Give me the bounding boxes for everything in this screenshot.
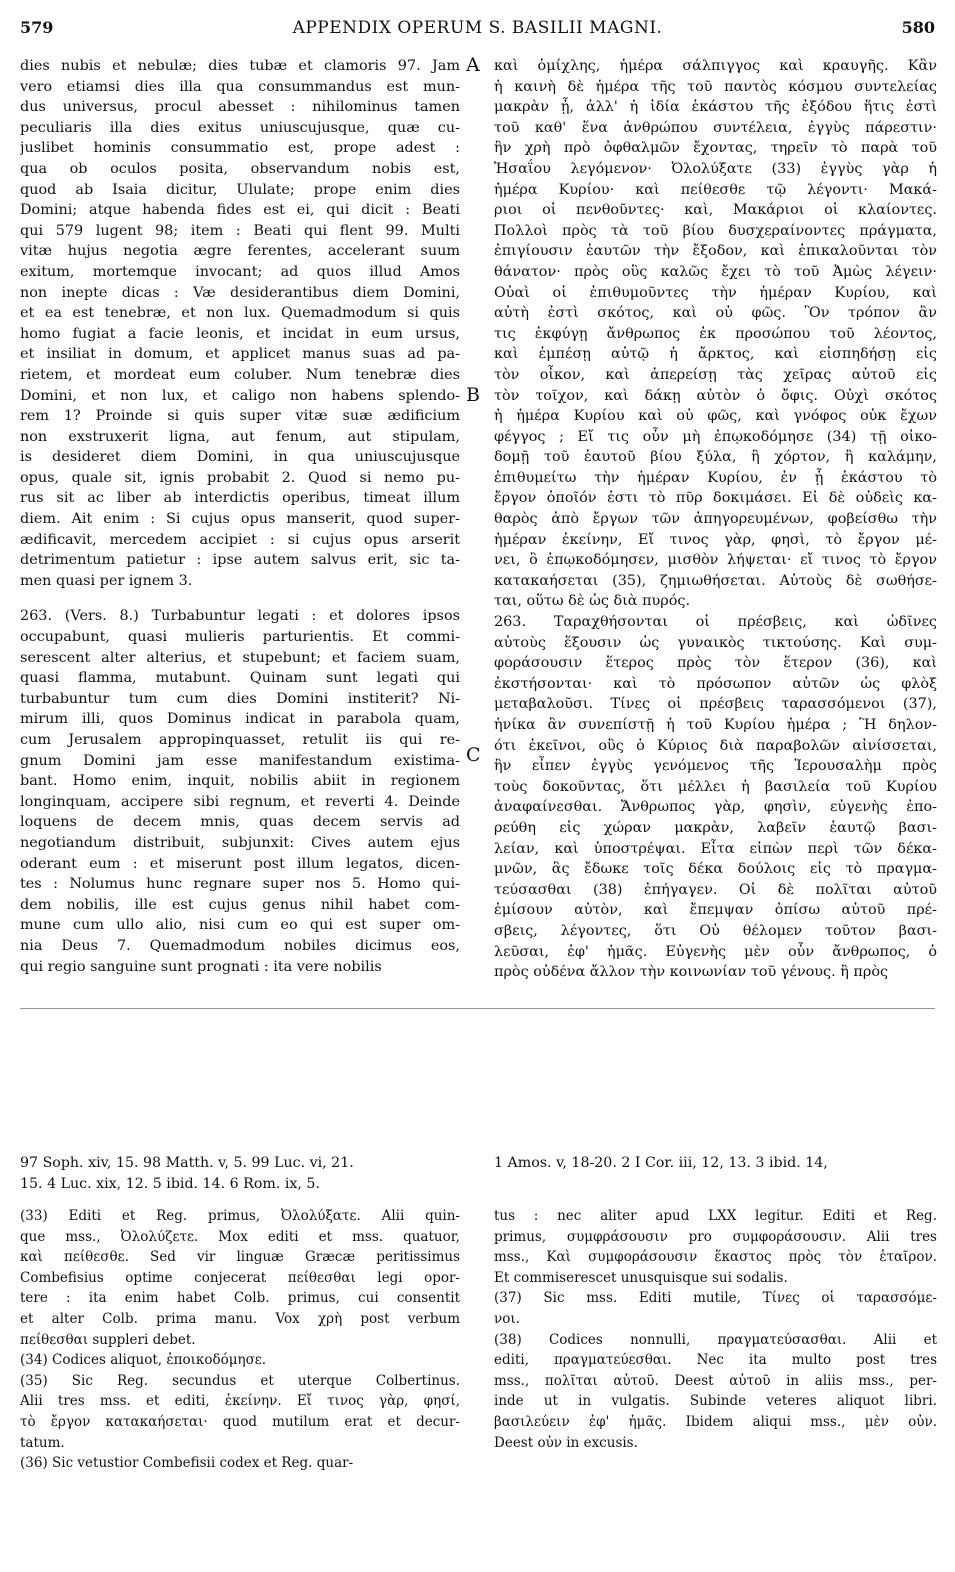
text-line: καὶ ἐμπέσῃ αὐτῷ ἡ ἄρκτος, καὶ εἰσπηδήσῃ εἰς: [494, 346, 937, 363]
text-line: δομῇ τοῦ ἑαυτοῦ βίου ξύλα, ἢ χόρτον, ἢ καλάμην,: [494, 449, 937, 466]
text-line: (36) Sic vetustior Combefisii codex et Reg. quar-: [20, 1455, 354, 1472]
text-line: tes : Nolumus hunc regnare super nos 5. Homo qui-: [20, 876, 460, 893]
text-line: oderant eum : et miserunt post illum legatos, dicen-: [20, 855, 460, 872]
text-line: ἣν χρὴ πρὸ ὀφθαλμῶν ἔχοντας, τηρεῖν τὸ παρὰ τοῦ: [494, 140, 937, 157]
text-line: (34) Codices aliquot, ἐποικοδόμησε.: [20, 1352, 267, 1369]
text-line: ἡ ἡμέρα Κυρίου καὶ οὐ φῶς, καὶ γνόφος οὐκ ἔχων: [494, 408, 937, 425]
text-line: editi, πραγματεύεσθαι. Nec ita multo post tres: [494, 1352, 937, 1369]
text-line: (38) Codices nonnulli, πραγματεύσασθαι. Alii et: [494, 1331, 937, 1348]
text-line: mirum illi, quos Dominus indicat in parabola quam,: [20, 711, 460, 728]
text-line: detrimentum patietur : ipse autem salvus erit, sic ta-: [20, 552, 460, 569]
text-line: καὶ πείθεσθε. Sed vir linguæ Græcæ peritissimus: [20, 1249, 460, 1266]
text-line: et insiliat in domum, et applicet manus suas ad pa-: [20, 346, 460, 363]
text-line: non inepte dicas : Væ desiderantibus diem Domini,: [20, 284, 460, 301]
text-line: θαρὸς ἀπὸ ἔργων τῶν ἀπηγορευμένων, φοβείσθω τὴν: [494, 511, 937, 528]
text-line: ἣν εἶπεν ἐγγὺς γενόμενος τῆς Ἱερουσαλὴμ πρὸς: [494, 758, 937, 775]
text-line: rietem, et mordeat eum coluber. Num tenebræ dies: [20, 366, 460, 383]
text-line: νοι.: [494, 1310, 520, 1327]
text-line: μεταβαλοῦσι. Τίνες οἱ πρέσβεις ταρασσόμενοι (37),: [494, 696, 937, 713]
text-line: νει, ὃ ἐπῳκοδόμησεν, μισθὸν λήψεται· εἴ τινος τὸ ἔργον: [494, 552, 937, 569]
text-line: Domini, et non lux, et caligo non habens splendo-: [20, 387, 460, 404]
text-line: primus, συμφράσουσιν pro συμφοράσουσιν. Alii tres: [494, 1228, 937, 1245]
page-number-left: 579: [20, 18, 54, 37]
text-line: ἐπιγίουσιν ἑαυτῶν τὴν ἔξοδον, καὶ ἐπικαλοῦνται τὸν: [494, 243, 937, 260]
text-line: vitæ hujus negotia ægre ferentes, accelerant suum: [20, 243, 460, 260]
text-line: men quasi per ignem 3.: [20, 572, 193, 589]
text-line: 263. Ταραχθήσονται οἱ πρέσβεις, καὶ ὠδῖνες: [494, 614, 937, 631]
text-line: occupabunt, quasi mulieris parturientis. Et commi-: [20, 629, 460, 646]
text-line: ἐπιθυμείτω τὴν ἡμέραν Κυρίου, ἐν ᾗ ἑκάστου τὸ: [494, 469, 937, 486]
text-line: λείαν, καὶ ὑποστρέψαι. Εἶτα εἰπὼν περὶ τῶν δέκα-: [494, 840, 937, 857]
text-line: tatum.: [20, 1434, 65, 1451]
text-line: Alii tres mss. et editi, ἐκείνην. Εἴ τινος γὰρ, φησί,: [20, 1393, 460, 1410]
text-line: qui 579 lugent 98; item : Beati qui flent 99. Multi: [20, 222, 460, 239]
text-line: 97 Soph. xiv, 15. 98 Matth. v, 5. 99 Luc. vi, 21.: [20, 1155, 354, 1171]
running-title: APPENDIX OPERUM S. BASILII MAGNI.: [292, 18, 663, 38]
text-line: 263. (Vers. 8.) Turbabuntur legati : et dolores ipsos: [20, 608, 460, 625]
text-line: et ea est tenebræ, et non lux. Quemadmodum si quis: [20, 305, 460, 322]
text-line: dus universus, procul abesset : nihilominus tamen: [20, 99, 460, 116]
text-line: 1 Amos. v, 18-20. 2 I Cor. iii, 12, 13. 3 ibid. 14,: [494, 1155, 828, 1171]
text-line: Deest οὖν in excusis.: [494, 1434, 638, 1451]
text-line: πείθεσθαι suppleri debet.: [20, 1331, 196, 1348]
text-line: diem. Ait enim : Si cujus opus manserit, quod super-: [20, 511, 460, 528]
text-line: bant. Homo enim, inquit, nobilis abiit in regionem: [20, 773, 460, 790]
text-line: τις ἐκφύγῃ ἄνθρωπος ἐκ προσώπου τοῦ λέοντος,: [494, 325, 937, 342]
text-line: (35) Sic Reg. secundus et uterque Colbertinus.: [20, 1372, 460, 1389]
text-line: vero etiamsi dies illa qua consummandus est mun-: [20, 78, 460, 95]
footnote-divider: [20, 1008, 935, 1009]
text-line: αὐτὴ ἐστὶ σκότος, καὶ οὐ φῶς. Ὃν τρόπον ἂν: [494, 305, 937, 322]
text-line: ἀναφαίνεσθαι. Ἄνθρωπος γὰρ, φησὶν, εὐγενὴς ἐπο-: [494, 799, 937, 816]
text-line: μνῶν, ἃς ἔδωκε τοῖς δέκα δούλοις εἰς τὸ πραγμα-: [494, 861, 937, 878]
text-line: is desideret diem Domini, in qua uniuscujusque: [20, 449, 460, 466]
text-line: mune cum ullo alio, nisi cum eo qui est super om-: [20, 917, 460, 934]
text-line: quod ab Isaia dicitur, Ululate; prope enim dies: [20, 181, 460, 198]
text-line: que mss., Ὀλολύζετε. Mox editi et mss. quatuor,: [20, 1228, 460, 1245]
text-line: Ἡσαΐου λεγόμενον· Ὀλολύξατε (33) ἐγγὺς γὰρ ἡ: [494, 160, 937, 177]
footnotes-left: [20, 1154, 460, 1195]
text-line: ἡμέραν ἐκείνην, Εἴ τινος γὰρ, φησὶ, τὸ ἔργον μέ-: [494, 531, 937, 548]
text-line: καὶ ὁμίχλης, ἡμέρα σάλπιγγος καὶ κραυγῆς. Κἂν: [494, 58, 937, 74]
text-line: ριοι οἱ πενθοῦντες· καὶ, Μακάριοι οἱ κλαίοντες.: [494, 202, 937, 219]
text-line: ædificavit, mercedem accipiet : si cujus opus arserit: [20, 531, 460, 548]
text-line: τοῦ καθ' ἕνα ἀνθρώπου συντέλεια, ἐγγὺς πάρεστιν·: [494, 119, 937, 136]
text-line: juslibet hominis consummatio est, prope adest :: [20, 140, 460, 157]
text-line: φέγγος ; Εἴ τις οὖν μὴ ἐπῳκοδόμησε (34) τῇ οἰκο-: [494, 428, 937, 445]
text-line: gnum Domini jam esse manifestandum existima-: [20, 752, 460, 769]
margin-marker-c: C: [466, 744, 481, 766]
text-line: ἡ καινὴ δὲ ἡμέρα τῆς τοῦ παντὸς κόσμου συντελείας: [494, 78, 937, 95]
greek-column: [494, 56, 937, 983]
text-line: cum Jerusalem appropinquasset, retulit iis qui re-: [20, 732, 460, 748]
text-line: λεῦσαι, ἐφ' ἡμᾶς. Εὐγενὴς μὲν οὖν ἄνθρωπος, ὁ: [494, 943, 937, 960]
text-line: ρεύθη εἰς χώραν μακρὰν, λαβεῖν ἑαυτῷ βασι-: [494, 819, 937, 836]
margin-marker-a: A: [466, 54, 480, 76]
notes-right: [494, 1208, 937, 1455]
text-line: serescent alter alterius, et stupebunt; et faciem suam,: [20, 649, 460, 666]
latin-column: [20, 56, 460, 977]
page-header: [20, 18, 935, 44]
text-line: Οὐαὶ οἱ ἐπιθυμοῦντες τὴν ἡμέραν Κυρίου, καὶ: [494, 284, 937, 301]
text-line: et alter Colb. prima manu. Vox χρὴ post verbum: [20, 1310, 460, 1327]
text-line: loquens de decem mnis, quas decem servis ad: [20, 814, 460, 831]
text-line: turbabuntur tum cum dies Domini institerit? Ni-: [20, 690, 460, 707]
text-line: ότι ἐκεῖνοι, οὓς ὁ Κύριος διὰ παραβολῶν αἰνίσσεται,: [494, 737, 937, 754]
text-line: quasi flamma, mutabunt. Quinam sunt legati qui: [20, 670, 460, 687]
text-line: 15. 4 Luc. xix, 12. 5 ibid. 14. 6 Rom. ix, 5.: [20, 1175, 320, 1192]
page-number-right: 580: [901, 18, 935, 37]
text-line: non exstruxerit ligna, aut fenum, aut stipulam,: [20, 428, 460, 445]
text-line: dies nubis et nebulæ; dies tubæ et clamoris 97. Jam: [20, 58, 460, 74]
text-line: κατακαήσεται (35), ζημιωθήσεται. Αὐτοὺς δὲ σωθήσε-: [494, 572, 937, 589]
text-line: qua ob oculos posita, observandum nobis est,: [20, 160, 460, 177]
text-line: nia Deus 7. Quemadmodum nobiles dicimus eos,: [20, 937, 460, 954]
text-line: qui regio sanguine sunt prognati : ita vere nobilis: [20, 958, 382, 975]
margin-marker-b: B: [466, 384, 480, 406]
text-line: rus sit ac liber ab interdictis operibus, timeat illum: [20, 490, 460, 507]
text-line: rem 1? Proinde si quis super vitæ suæ ædificium: [20, 408, 460, 425]
text-line: exitum, mortemque invocant; ad quos illud Amos: [20, 263, 460, 280]
footnotes-right: [494, 1154, 937, 1175]
text-line: Πολλοὶ πρὸς τὰ τοῦ βίου δυσχεραίνοντες πράγματα,: [494, 222, 937, 239]
text-line: homo fugiat a facie leonis, et incidat in eum ursus,: [20, 325, 460, 342]
text-line: θάνατον· πρὸς οὓς καλῶς ἔχει τὸ τοῦ Ἀμὼς λέγειν·: [494, 263, 937, 280]
text-line: τὸ ἔργον κατακαήσεται· quod mutilum erat et decur-: [20, 1413, 460, 1430]
text-line: tere : ita enim habet Colb. primus, cui consentit: [20, 1290, 460, 1307]
text-line: inde ut in vulgatis. Subinde veteres aliquot libri.: [494, 1393, 937, 1410]
text-line: tus : nec aliter apud LXX legitur. Editi et Reg.: [494, 1208, 937, 1224]
notes-left: [20, 1208, 460, 1476]
text-line: dem nobilis, ille est cujus genus nihil habet com-: [20, 896, 460, 913]
text-line: mss., Καὶ συμφοράσουσιν ἕκαστος πρὸς τὸν ἑταῖρον.: [494, 1249, 937, 1266]
text-line: longinquam, accipere sibi regnum, et reverti 4. Deinde: [20, 793, 460, 810]
text-line: τὸν τοῖχον, καὶ δάκῃ αὐτὸν ὁ ὄφις. Οὐχὶ σκότος: [494, 387, 937, 404]
text-line: ἔργον ὁποῖόν ἐστι τὸ πῦρ δοκιμάσει. Εἰ δὲ οὐδεὶς κα-: [494, 490, 937, 507]
text-line: ἡμέρα Κυρίου· καὶ πείθεσθε τῷ λέγοντι· Μακά-: [494, 181, 937, 198]
text-line: τεύσασθαι (38) ἐπήγαγεν. Οἱ δὲ πολῖται αὐτοῦ: [494, 881, 937, 898]
text-line: Domini; atque habenda fides est ei, qui dicit : Beati: [20, 202, 460, 219]
text-line: Et commiserescet unusquisque sui sodalis.: [494, 1269, 788, 1286]
text-line: Combefisius optime conjecerat πείθεσθαι legi opor-: [20, 1269, 460, 1286]
text-line: βασιλεύειν ἐφ' ἡμᾶς. Ibidem aliqui mss., μὲν οὖν.: [494, 1413, 937, 1430]
text-line: τὸν οἶκον, καὶ ἀπερείσῃ τὰς χεῖρας αὐτοῦ εἰς: [494, 366, 937, 383]
text-line: ἐμίσουν αὐτὸν, καὶ ἔπεμψαν ὀπίσω αὐτοῦ πρέ-: [494, 902, 937, 919]
text-line: opus, quale sit, ignis probabit 2. Quod si nemo pu-: [20, 469, 460, 486]
paragraph-gap: [20, 591, 460, 606]
text-line: τοὺς δοκοῦντας, ὅτι μέλλει ἡ βασιλεία τοῦ Κυρίου: [494, 778, 937, 795]
text-line: μακρὰν ᾖ, ἀλλ' ἡ ἰδία ἑκάστου τῆς ἐξόδου ἥτις ἐστὶ: [494, 99, 937, 116]
text-line: ἐκστήσονται· καὶ τὸ πρόσωπον αὐτῶν ὡς φλὸξ: [494, 675, 937, 692]
text-line: (37) Sic mss. Editi mutile, Τίνες οἱ ταρασσόμε-: [494, 1290, 937, 1307]
text-line: ται, οὕτω δὲ ὡς διὰ πυρός.: [494, 593, 691, 610]
text-line: φοράσουσιν ἕτερος πρὸς τὸν ἕτερον (36), καὶ: [494, 655, 937, 672]
text-line: mss., πολῖται αὐτοῦ. Deest αὐτοῦ in aliis mss., per-: [494, 1372, 937, 1389]
text-line: peculiaris illa dies exitus uniuscujusque, quæ cu-: [20, 119, 460, 136]
text-line: (33) Editi et Reg. primus, Ὀλολύξατε. Alii quin-: [20, 1208, 460, 1224]
text-line: αὐτοὺς ἕξουσιν ὡς γυναικὸς τικτούσης. Καὶ συμ-: [494, 634, 937, 651]
text-line: ἡνίκα ἂν συνεπίστῇ ἡ τοῦ Κυρίου ἡμέρα ; Ἢ δηλον-: [494, 717, 937, 733]
text-line: σβεις, λέγοντες, ὅτι Οὐ θέλομεν τοῦτον βασι-: [494, 922, 937, 939]
text-line: negotiandum distribuit, subjunxit: Cives autem ejus: [20, 834, 460, 851]
text-line: πρὸς οὐδένα ἄλλον τὴν κοινωνίαν τοῦ γένους. ἢ πρὸς: [494, 964, 889, 981]
